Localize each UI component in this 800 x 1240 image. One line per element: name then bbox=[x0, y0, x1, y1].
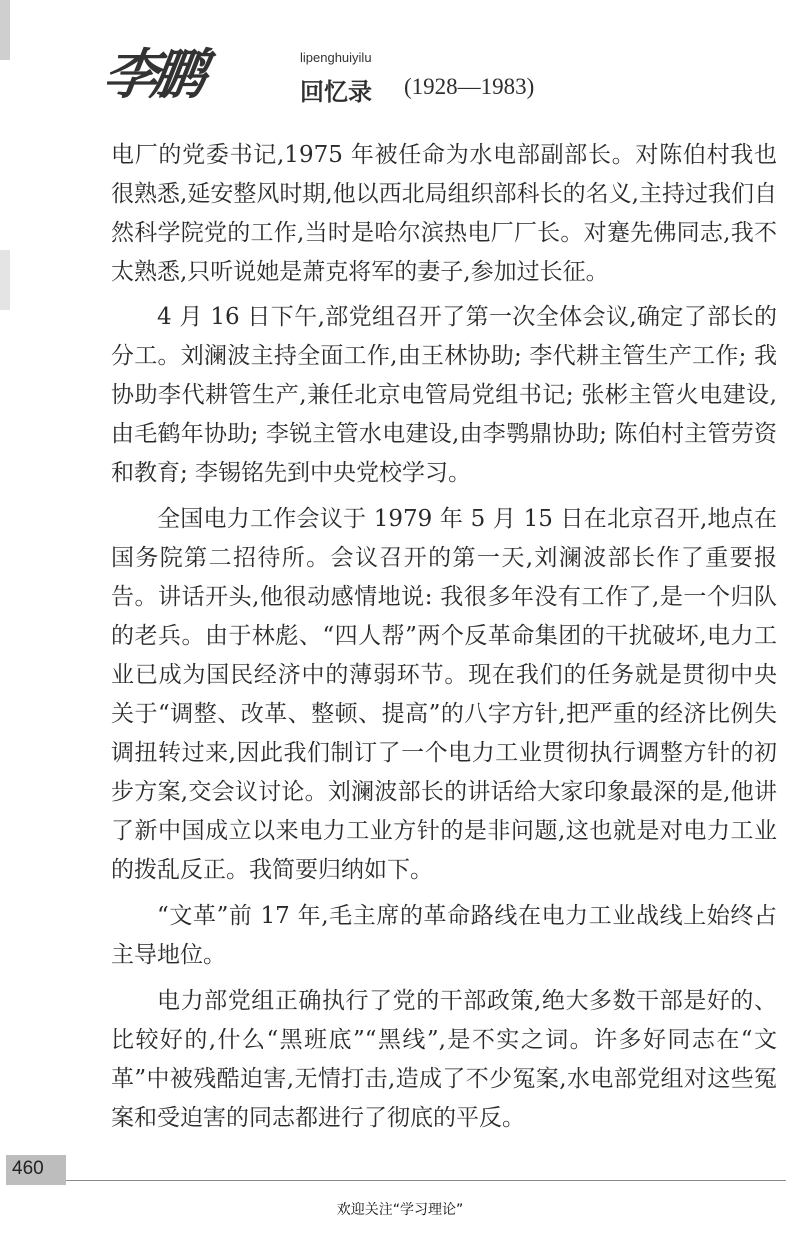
footer-note: 欢迎关注“学习理论” bbox=[336, 1202, 464, 1218]
header-years: (1928—1983) bbox=[404, 74, 535, 99]
paragraph-2: 4 月 16 日下午,部党组召开了第一次全体会议,确定了部长的分工。刘澜波主持全面工作,由王林协助; 李代耕主管生产工作; 我协助李代耕管生产,兼任北京电管局党组书记; 张彬主管火电建设,由毛鹤年协助; 李锐主管水电建设,由李鹗鼎协助; 陈伯村主管劳资和教育; 李锡铭先到中央党校学习。 bbox=[111, 304, 777, 486]
page-number: 460 bbox=[12, 1158, 44, 1179]
page-edge-mark-bottom bbox=[0, 250, 10, 310]
header-book-title: 回忆录 bbox=[300, 78, 372, 106]
header-pinyin: lipenghuiyilu bbox=[300, 50, 372, 65]
paragraph-5: 电力部党组正确执行了党的干部政策,绝大多数干部是好的、比较好的,什么“黑班底”“黑线”,是不实之词。许多好同志在“文革”中被残酷迫害,无情打击,造成了不少冤案,水电部党组对这些冤案和受迫害的同志都进行了彻底的平反。 bbox=[111, 988, 777, 1131]
paragraph-4: “文革”前 17 年,毛主席的革命路线在电力工业战线上始终占主导地位。 bbox=[111, 903, 777, 968]
footer-rule bbox=[66, 1180, 786, 1181]
page-body bbox=[111, 136, 777, 1138]
running-header bbox=[99, 42, 664, 114]
paragraph-3: 全国电力工作会议于 1979 年 5 月 15 日在北京召开,地点在国务院第二招待所。会议召开的第一天,刘澜波部长作了重要报告。讲话开头,他很动感情地说: 我很多年没有工作了,是一个归队的老兵。由于林彪、“四人帮”两个反革命集团的干扰破坏,电力工业已成为国民经济中的薄弱环节。现在我们的任务就是贯彻中央关于“调整、改革、整顿、提高”的八字方针,把严重的经济比例失调扭转过来,因此我们制订了一个电力工业贯彻执行调整方针的初步方案,交会议讨论。刘澜波部长的讲话给大家印象最深的是,他讲了新中国成立以来电力工业方针的是非问题,这也就是对电力工业的拨乱反正。我简要归纳如下。 bbox=[111, 506, 777, 883]
paragraph-1: 电厂的党委书记,1975 年被任命为水电部副部长。对陈伯村我也很熟悉,延安整风时期,他以西北局组织部科长的名义,主持过我们自然科学院党的工作,当时是哈尔滨热电厂厂长。对蹇先佛同志,我不太熟悉,只听说她是萧克将军的妻子,参加过长征。 bbox=[111, 142, 777, 285]
page-edge-mark-top bbox=[0, 0, 10, 60]
calligraphy-logo: 李鹏 bbox=[99, 42, 205, 106]
